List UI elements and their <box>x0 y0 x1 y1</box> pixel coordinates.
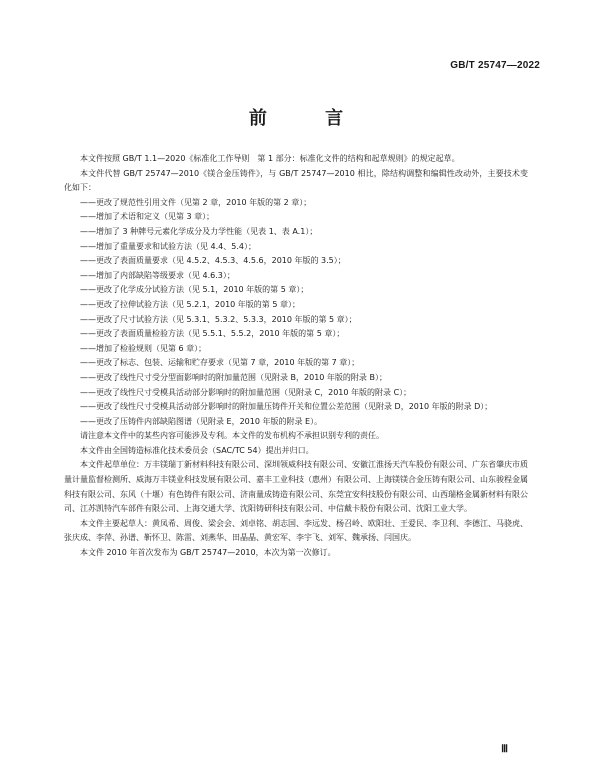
list-item: ——更改了表面质量要求（见 4.5.2、4.5.3、4.5.6，2010 年版的 3.5）； <box>80 256 346 266</box>
list-item: ——增加了术语和定义（见第 3 章）； <box>80 212 215 222</box>
paragraph: 本文件 2010 年首次发布为 GB/T 25747—2010，本次为第一次修订。 <box>80 548 336 558</box>
paragraph: 本文件由全国铸造标准化技术委员会（SAC/TC 54）提出并归口。 <box>80 445 314 455</box>
document-body <box>64 152 528 561</box>
paragraph: 本文件按照 GB/T 1.1—2020《标准化工作导则 第 1 部分：标准化文件的结构和起草规则》的规定起草。 <box>80 154 460 163</box>
list-item: ——更改了标志、包装、运输和贮存要求（见第 7 章，2010 年版的第 7 章）； <box>80 358 360 368</box>
list-item: ——更改了化学成分试验方法（见 5.1，2010 年版的第 5 章）； <box>80 285 309 295</box>
page-title: 前 言 <box>248 108 370 129</box>
list-item: ——增加了重量要求和试验方法（见 4.4、5.4）； <box>80 241 256 251</box>
list-item: ——更改了拉伸试验方法（见 5.2.1，2010 年版的第 5 章）； <box>80 299 300 309</box>
list-item: ——增加了内部缺陷等级要求（见 4.6.3）； <box>80 270 235 280</box>
list-item: ——增加了 3 种牌号元素化学成分及力学性能（见表 1、表 A.1）； <box>80 226 318 236</box>
list-item: ——更改了线性尺寸受模具活动部分影响时的附加量范围（见附录 C，2010 年版的附录 C）； <box>80 387 412 397</box>
list-item: ——更改了线性尺寸受模具活动部分影响时的附加量压铸件开关和位置公差范围（见附录 D，2010 年版的附录 D）； <box>80 402 493 412</box>
paragraph: 本文件代替 GB/T 25747—2010《镁合金压铸件》，与 GB/T 25747—2010 相比，除结构调整和编辑性改动外，主要技术变化如下： <box>64 168 528 193</box>
paragraph: 请注意本文件中的某些内容可能涉及专利。本文件的发布机构不承担识别专利的责任。 <box>80 431 384 441</box>
list-item: ——增加了检验规则（见第 6 章）； <box>80 343 207 353</box>
list-item: ——更改了压铸件内部缺陷图谱（见附录 E，2010 年版的附录 E）。 <box>80 416 323 426</box>
list-item: ——更改了线性尺寸受分型面影响时的附加量范围（见附录 B，2010 年版的附录 B）； <box>80 372 387 382</box>
list-item: ——更改了尺寸试验方法（见 5.3.1、5.3.2、5.3.3，2010 年版的第 5 章）； <box>80 314 357 324</box>
paragraph: 本文件起草单位：万丰镁瑞丁新材料科技有限公司、深圳领威科技有限公司、安徽江淮扬天汽车股份有限公司、广东省肇庆市质量计量监督检测所、威海万丰镁业科技发展有限公司、嘉丰工业科技（惠州）有限公司、上海镁镁合金压铸有限公司、山东骏程金属科技有限公司、东风（十堰）有色铸件有限公司、济南量成铸造有限公司、东莞宜安科技股份有限公司、山西瑞格金属新材料有限公司、江苏凯特汽车部件有限公司、上海交通大学、沈阳铸研科技有限公司、中信戴卡股份有限公司、沈阳工业大学。 <box>64 460 528 514</box>
change-list <box>64 196 528 430</box>
page-number: Ⅲ <box>501 744 508 755</box>
paragraph: 本文件主要起草人：黄凤希、周俊、梁会会、刘卓铭、胡志国、李远发、杨召岭、欧阳壮、王爱民、李卫利、李德江、马骁虎、张庆成、李萍、孙谱、靳怀卫、陈雷、刘燕华、田晶晶、黄宏军、李宇飞、刘军、魏承扬、闫国庆。 <box>64 518 528 543</box>
list-item: ——更改了规范性引用文件（见第 2 章，2010 年版的第 2 章）； <box>80 197 312 207</box>
list-item: ——更改了表面质量检验方法（见 5.5.1、5.5.2，2010 年版的第 5 章）； <box>80 329 345 339</box>
standard-code: GB/T 25747—2022 <box>450 60 540 71</box>
